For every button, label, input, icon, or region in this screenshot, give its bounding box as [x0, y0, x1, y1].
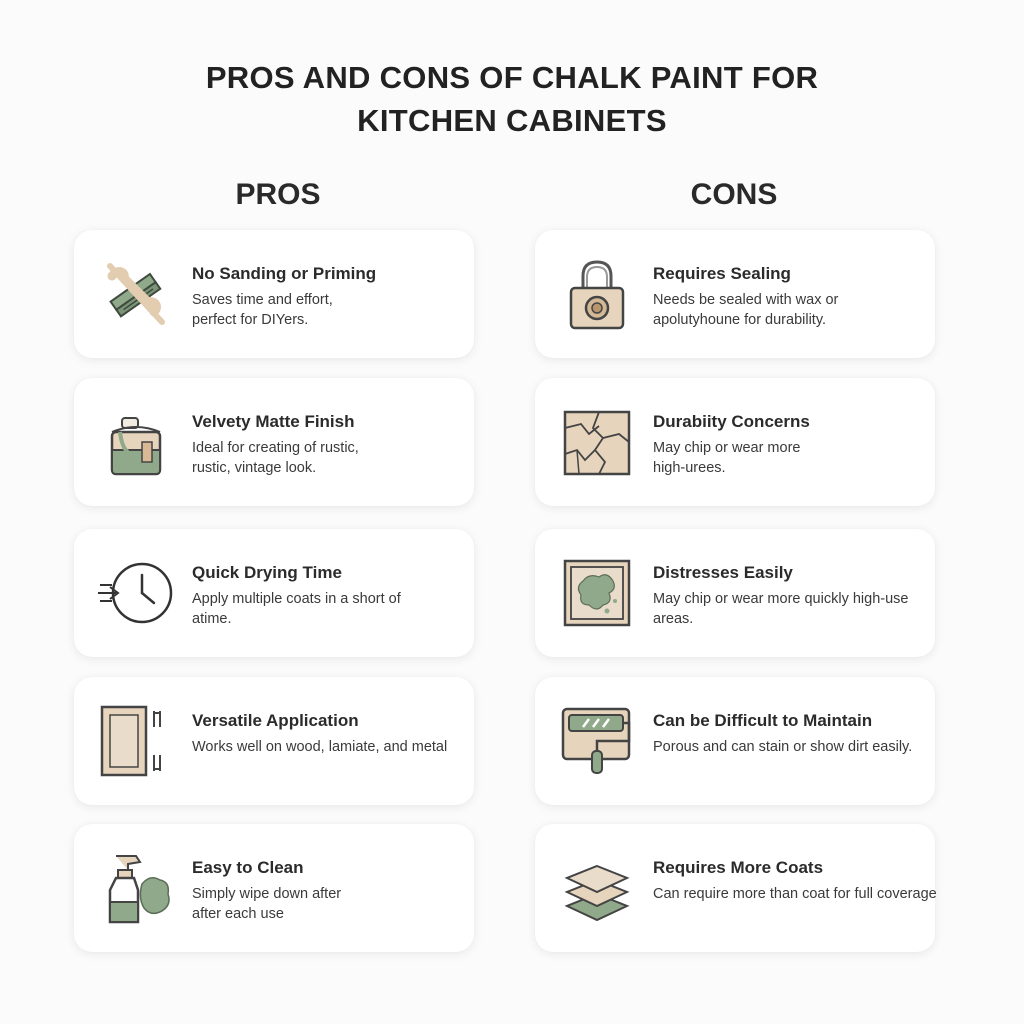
- cons-desc-maintain: [653, 737, 929, 757]
- paint-roller-icon: [559, 703, 635, 779]
- cons-heading-more-coats: Requires More Coats: [653, 858, 824, 877]
- desc-line: Apply multiple coats in a short of: [192, 591, 401, 607]
- cons-card-maintain: [535, 677, 935, 805]
- pros-heading-no-sanding: No Sanding or Priming: [192, 264, 377, 283]
- pros-heading-versatile: Versatile Application: [192, 711, 359, 730]
- pros-heading: PROS: [235, 178, 321, 211]
- desc-line: Simply wipe down after: [192, 886, 342, 902]
- layers-icon: [559, 850, 635, 926]
- pros-card-versatile: [74, 677, 474, 805]
- pros-desc-easy-clean: [192, 884, 468, 924]
- desc-line: perfect for DIYers.: [192, 312, 309, 328]
- desc-line: aрolutyhoune for durability.: [653, 312, 827, 328]
- pros-card-no-sanding: [74, 230, 474, 358]
- pros-desc-no-sanding: [192, 290, 468, 330]
- spray-bottle-icon: [98, 850, 174, 926]
- desc-line: May chip or wear more quickly high-use: [653, 591, 909, 607]
- pros-heading-easy-clean: Easy to Clean: [192, 858, 304, 877]
- title-line-2: KITCHEN CABINETS: [357, 103, 667, 138]
- desc-line: May chip or wear more: [653, 440, 801, 456]
- pros-desc-quick-drying: [192, 589, 468, 629]
- cons-card-durability: [535, 378, 935, 506]
- cons-heading: CONS: [690, 178, 778, 211]
- cons-heading-sealing: Requires Sealing: [653, 264, 791, 283]
- desc-line: Works well on wood, lamiate, and metal: [192, 739, 448, 755]
- cons-card-more-coats: [535, 824, 935, 952]
- desc-line: high-urees.: [653, 460, 726, 476]
- desc-line: after each use: [192, 906, 284, 922]
- cons-heading-maintain: Can be Difficult to Maintain: [653, 711, 873, 730]
- padlock-icon: [559, 256, 635, 332]
- desc-line: atime.: [192, 611, 232, 627]
- desc-line: Porous and can stain or show dirt easily.: [653, 739, 913, 755]
- title-line-1: PROS AND CONS OF CHALK PAINT FOR: [205, 60, 819, 95]
- cons-desc-distresses: [653, 589, 929, 629]
- cabinet-door-icon: [98, 703, 174, 779]
- desc-line: Can require more than coat for full coverage: [653, 886, 937, 902]
- cons-desc-sealing: [653, 290, 929, 330]
- cons-heading-durability: Durabiity Concerns: [653, 412, 810, 431]
- pros-desc-matte-finish: [192, 438, 468, 478]
- sanding-block-crossed-icon: [98, 256, 174, 332]
- pros-desc-versatile: [192, 737, 468, 757]
- cons-desc-durability: [653, 438, 929, 478]
- cons-desc-more-coats: [653, 884, 937, 904]
- cons-card-distresses: [535, 529, 935, 657]
- cons-card-sealing: [535, 230, 935, 358]
- pros-heading-quick-drying: Quick Drying Time: [192, 563, 342, 582]
- clock-icon: [98, 555, 174, 631]
- desc-line: areas.: [653, 611, 694, 627]
- desc-line: rustic, vintage look.: [192, 460, 317, 476]
- page-title: [0, 56, 1024, 142]
- desc-line: Needs be sealed with wax or: [653, 292, 839, 308]
- desc-line: Saves time and effort,: [192, 292, 333, 308]
- pros-card-quick-drying: [74, 529, 474, 657]
- pros-card-easy-clean: [74, 824, 474, 952]
- pros-card-matte-finish: [74, 378, 474, 506]
- pros-heading-matte-finish: Velvety Matte Finish: [192, 412, 355, 431]
- cons-heading-distresses: Distresses Easily: [653, 563, 793, 582]
- desc-line: Ideal for creating of rustic,: [192, 440, 359, 456]
- stained-panel-icon: [559, 555, 635, 631]
- cracked-tile-icon: [559, 404, 635, 480]
- paint-can-icon: [98, 404, 174, 480]
